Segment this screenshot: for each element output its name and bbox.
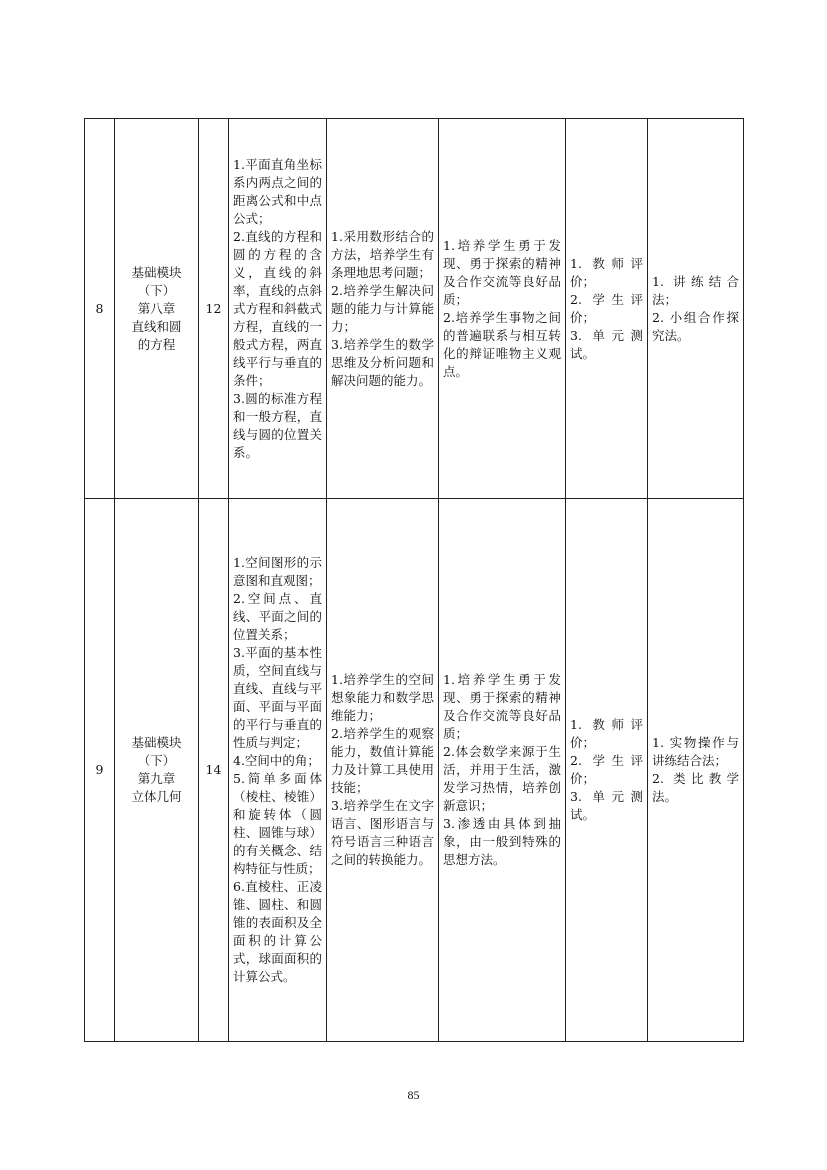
teaching-methods: 1. 实物操作与讲练结合法； 2. 类比教学法。 [648, 499, 744, 1042]
quality-goals: 1.培养学生勇于发现、勇于探索的精神及合作交流等良好品质； 2.体会数学来源于生活，并用于生活，激发学习热情，培养创新意识； 3.渗透由具体到抽象，由一般到特殊的思想方法。 [439, 499, 566, 1042]
class-hours: 14 [199, 499, 229, 1042]
teaching-content: 1.空间图形的示意图和直观图； 2.空间点、直线、平面之间的位置关系； 3.平面的基本性质，空间直线与直线、直线与平面、平面与平面的平行与垂直的性质与判定； 4.空间中的角； 5.简单多面体（棱柱、棱锥）和旋转体（圆柱、圆锥与球）的有关概念、结构特征与性质； 6.直棱柱、正凌锥、圆柱、和圆锥的表面积及全面积的计算公式，球面面积的计算公式。 [229, 499, 327, 1042]
evaluation-methods: 1. 教师评价； 2. 学生评价； 3. 单元测试。 [566, 499, 648, 1042]
teaching-methods: 1. 讲练结合法； 2. 小组合作探究法。 [648, 119, 744, 499]
ability-goals: 1.采用数形结合的方法，培养学生有条理地思考问题； 2.培养学生解决问题的能力与计算能力； 3.培养学生的数学思维及分析问题和解决问题的能力。 [327, 119, 439, 499]
class-hours: 12 [199, 119, 229, 499]
teaching-content: 1.平面直角坐标系内两点之间的距离公式和中点公式； 2.直线的方程和圆的方程的含义，直线的斜率，直线的点斜式方程和斜截式方程，直线的一般式方程，两直线平行与垂直的条件； 3.圆的标准方程和一般方程，直线与圆的位置关系。 [229, 119, 327, 499]
module-name: 基础模块 （下） 第九章 立体几何 [115, 499, 199, 1042]
table-row [85, 119, 744, 499]
evaluation-methods: 1. 教师评价； 2. 学生评价； 3. 单元测试。 [566, 119, 648, 499]
ability-goals: 1.培养学生的空间想象能力和数学思维能力； 2.培养学生的观察能力，数值计算能力及计算工具使用技能； 3.培养学生在文字语言、图形语言与符号语言三种语言之间的转换能力。 [327, 499, 439, 1042]
quality-goals: 1.培养学生勇于发现、勇于探索的精神及合作交流等良好品质； 2.培养学生事物之间的普遍联系与相互转化的辩证唯物主义观点。 [439, 119, 566, 499]
curriculum-table [84, 118, 744, 1042]
page-number: 85 [407, 1088, 420, 1102]
row-number: 9 [85, 499, 115, 1042]
table-row [85, 499, 744, 1042]
row-number: 8 [85, 119, 115, 499]
module-name: 基础模块 （下） 第八章 直线和圆 的方程 [115, 119, 199, 499]
